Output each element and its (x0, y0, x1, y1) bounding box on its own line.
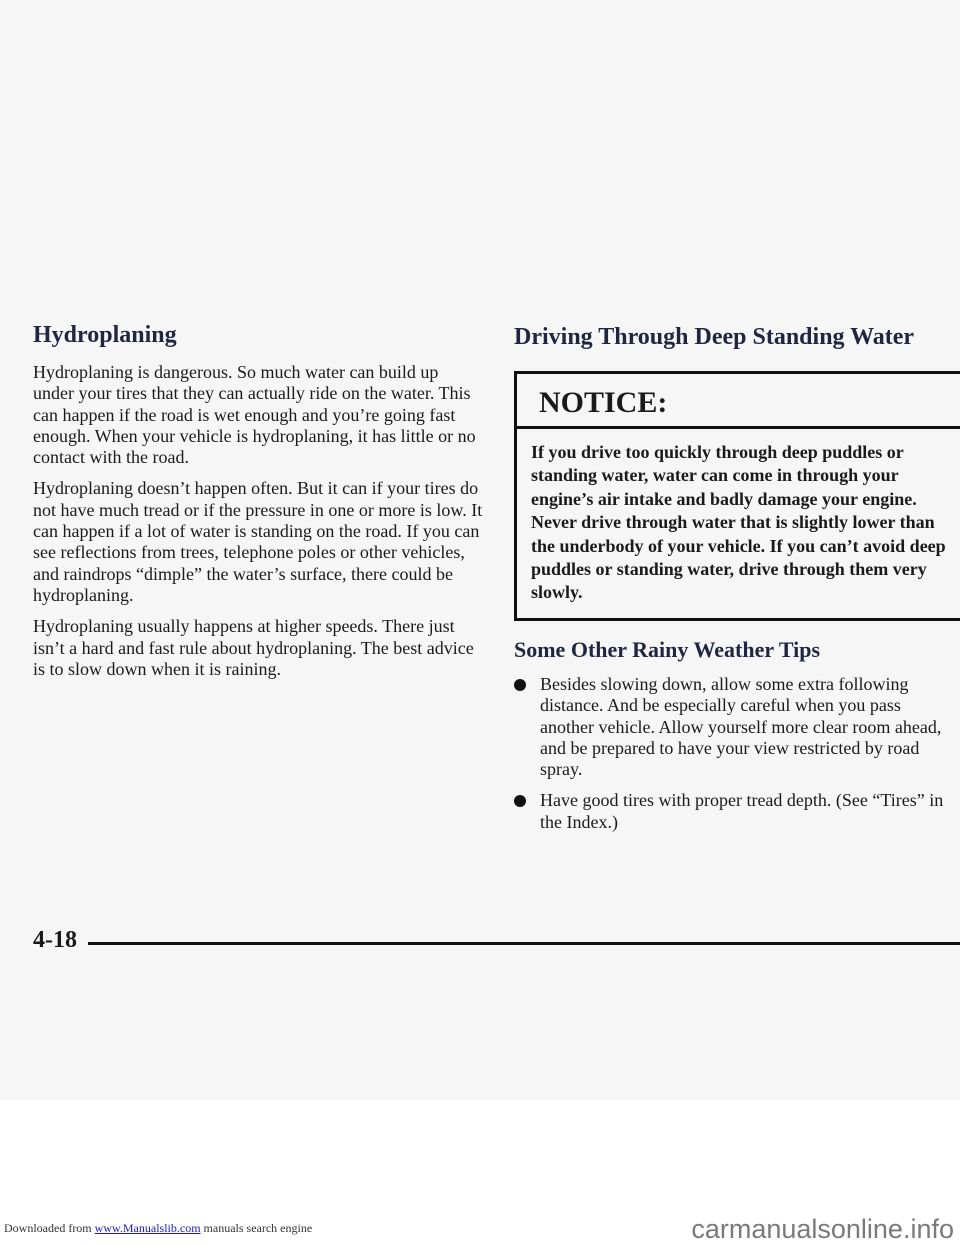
paragraph: Hydroplaning is dangerous. So much water can build up under your tires that they can actually ride on the water. This can happen if the road is wet enough and you’re going fast enough. When your vehicle is hydroplaning, it has little or no contact with the road. (33, 362, 476, 468)
page-number: 4-18 (33, 927, 77, 953)
footer-suffix: manuals search engine (200, 1221, 313, 1235)
bullet-icon (514, 795, 526, 807)
list-item (514, 674, 954, 780)
list-item (514, 790, 954, 833)
paragraph: Hydroplaning doesn’t happen often. But it can if your tires do not have much tread or if the pressure in one or more is low. It can happen if a lot of water is standing on the road. If you can see reflections from trees, telephone poles or other vehicles, and raindrops “dimple” the water’s surface, there could be hydroplaning. (33, 478, 483, 605)
notice-heading: NOTICE: (517, 374, 960, 429)
tip-text: Besides slowing down, allow some extra following distance. And be especially careful when you pass another vehicle. Allow yourself more clear room ahead, and be prepared to have your view restricted by road spray. (540, 674, 942, 780)
section-title-rainy-tips: Some Other Rainy Weather Tips (514, 637, 821, 662)
tips-list (514, 674, 954, 843)
tip-text: Have good tires with proper tread depth. (See “Tires” in the Index.) (540, 790, 944, 832)
brand-watermark: carmanualsonline.info (691, 1214, 954, 1244)
download-footer (4, 1221, 312, 1236)
section-title-hydroplaning: Hydroplaning (33, 322, 177, 348)
section-title-deep-water: Driving Through Deep Standing Water (514, 324, 915, 350)
hydroplaning-text (33, 362, 483, 690)
notice-box (514, 371, 960, 621)
bullet-icon (514, 679, 526, 691)
paragraph: Hydroplaning usually happens at higher speeds. There just isn’t a hard and fast rule about hydroplaning. The best advice is to slow down when it is raining. (33, 616, 474, 679)
manualslib-link[interactable]: www.Manualslib.com (94, 1221, 201, 1235)
notice-body: If you drive too quickly through deep puddles or standing water, water can come in through your engine’s air intake and badly damage your engine. Never drive through water that is slightly lower than the underbody of your vehicle. If you can’t avoid deep puddles or standing water, drive through them very slowly. (531, 442, 946, 603)
footer-prefix: Downloaded from (4, 1221, 95, 1235)
footer-rule (88, 942, 960, 945)
